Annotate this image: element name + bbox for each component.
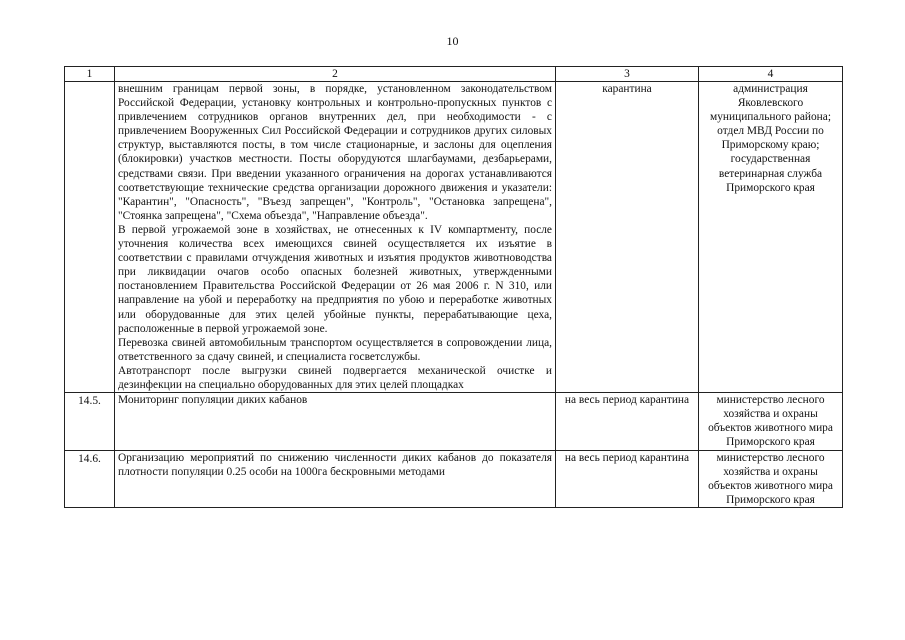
header-cell: 1 xyxy=(65,67,115,82)
paragraph: Перевозка свиней автомобильным транспортом осуществляется в сопровождении лица, ответственного за сдачу свиней, и специалиста госветслужбы. xyxy=(118,336,552,363)
responsible-cell: министерство лесного хозяйства и охраны объектов животного мира Приморского края xyxy=(699,451,843,508)
term-cell: на весь период карантина xyxy=(556,451,699,508)
responsible-cell: министерство лесного хозяйства и охраны объектов животного мира Приморского края xyxy=(699,393,843,451)
page-number: 10 xyxy=(446,34,459,48)
row-number: 14.5. xyxy=(65,393,115,451)
table-row xyxy=(65,393,843,451)
row-number xyxy=(65,82,115,393)
responsible-cell: администрация Яковлевского муниципального района; отдел МВД России по Приморскому краю; государственная ветеринарная служба Приморского края xyxy=(699,82,843,393)
header-cell: 2 xyxy=(115,67,556,82)
table-row xyxy=(65,82,843,393)
header-cell: 3 xyxy=(556,67,699,82)
paragraph: Автотранспорт после выгрузки свиней подвергается механической очистке и дезинфекции на специально оборудованных для этих целей площадках xyxy=(118,364,552,391)
term-cell: на весь период карантина xyxy=(556,393,699,451)
paragraph: Организацию мероприятий по снижению численности диких кабанов до показателя плотности популяции 0.25 особи на 1000га бескровными методами xyxy=(118,452,552,479)
measure-text xyxy=(115,393,556,451)
paragraph: внешним границам первой зоны, в порядке, установленном законодательством Российской Федерации, установку контрольных и контрольно-пропускных пунктов с привлечением сотрудников органов внутренних дел, при необходимости - с привлечением Вооруженных Сил Российской Федерации и сотрудников других силовых структур, выставляются посты, в том числе стационарные, и заслоны для оцепления (блокировки) участков местности. Посты оборудуются шлагбаумами, дезбарьерами, средствами связи. При введении указанного ограничения на дорогах устанавливаются соответствующие технические средства организации дорожного движения и указатели: "Карантин", "Опасность", "Въезд запрещен", "Контроль", "Остановка запрещена", "Стоянка запрещена", "Схема объезда", "Направление объезда". xyxy=(118,83,552,222)
header-cell: 4 xyxy=(699,67,843,82)
row-number: 14.6. xyxy=(65,451,115,508)
term-cell: карантина xyxy=(556,82,699,393)
measures-table xyxy=(64,66,843,508)
table-header-row xyxy=(65,67,843,82)
paragraph: В первой угрожаемой зоне в хозяйствах, не отнесенных к IV компартменту, после уточнения количества всех имеющихся свиней осуществляется их изъятие в соответствии с правилами отчуждения животных и изъятия продуктов животноводства при ликвидации очагов особо опасных болезней животных, утвержденными постановлением Правительства Российской Федерации от 26 мая 2006 г. N 310, или направление на убой и переработку на предприятия по убою и переработке животных или оборудованные для этих целей убойные пункты, перерабатывающие цеха, расположенные в первой угрожаемой зоне. xyxy=(118,223,552,335)
measure-text xyxy=(115,451,556,508)
table-row xyxy=(65,451,843,508)
paragraph: Мониторинг популяции диких кабанов xyxy=(118,394,308,407)
measure-text xyxy=(115,82,556,393)
